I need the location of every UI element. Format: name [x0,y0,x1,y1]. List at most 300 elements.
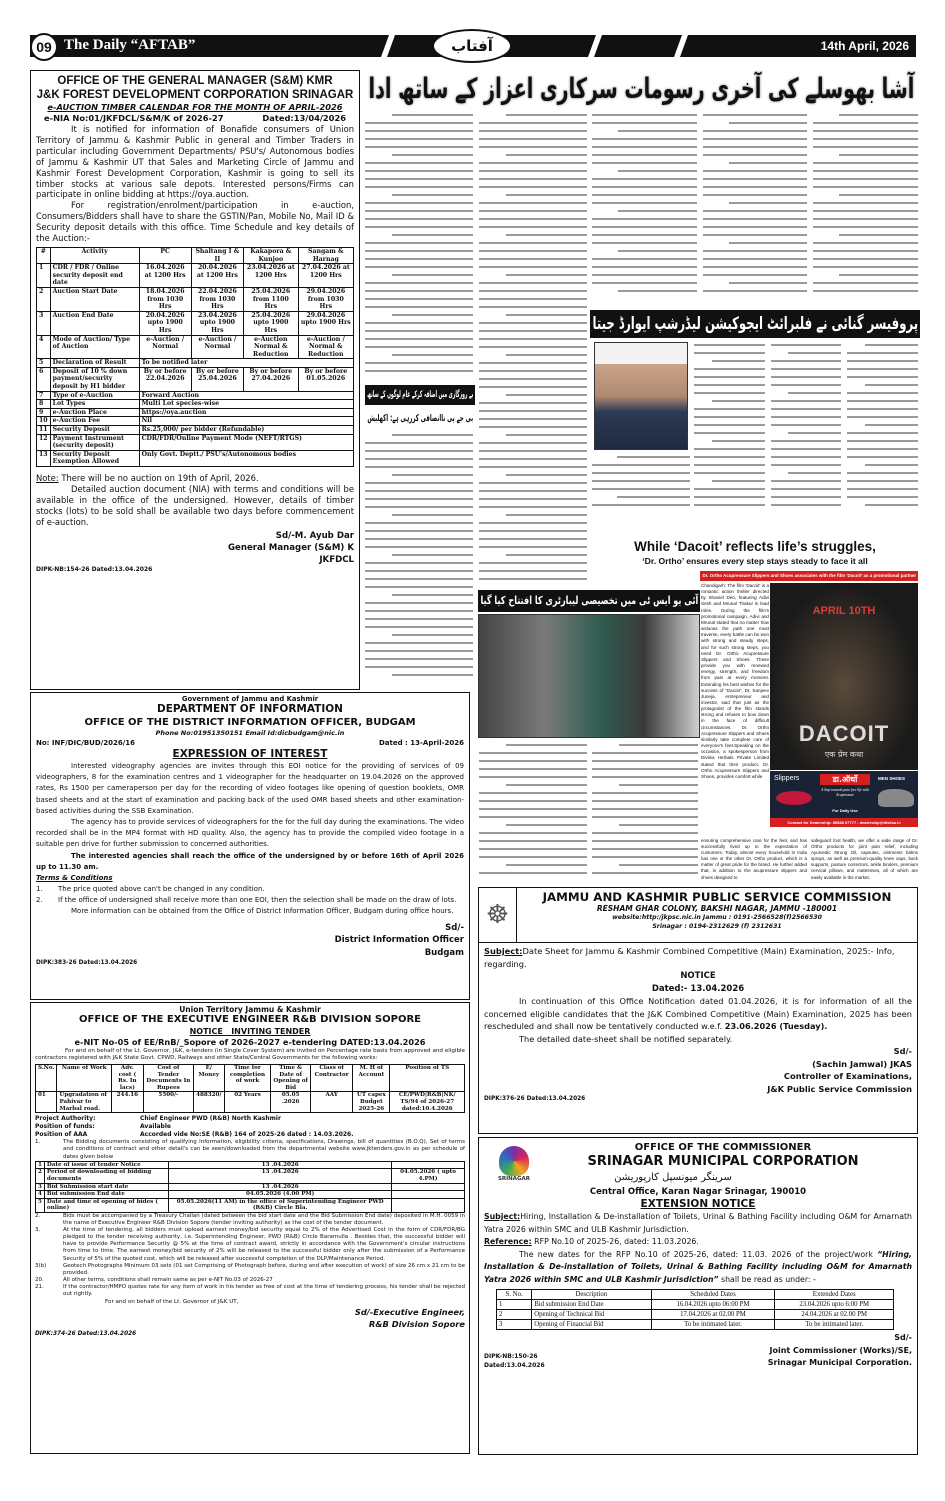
table-cell: 20.04.2026 upto 1900 Hrs [139,311,191,335]
text-line [729,122,808,124]
text-line [771,400,842,402]
poster-tagline: एक प्रेम कथा [824,750,864,759]
notice-heading: NOTICE [680,971,716,981]
text-line [813,250,918,252]
table-header-row [37,247,354,263]
auction-schedule-table [36,247,354,467]
text-line [365,170,473,172]
terms-heading: Terms & Conditions [36,874,113,883]
table-cell: 05.05 .2026 [271,1092,311,1113]
text-line [479,186,587,188]
text-line [771,360,842,362]
text-line [813,242,918,244]
dacoit-ad-body: ensuring comprehensive care for the feet, and has successfully lived up to the expectation of customers. Today, almost every household in India has one or the other Dr. Ortho product, which is a matter of great pride for the brand. He further added that, in addition to the acupressure slippers and shoes designed to [701,838,807,880]
signature: Sd/- [893,1046,912,1056]
text-line [479,266,587,268]
table-row [37,434,354,450]
text-line [839,114,918,116]
text-line [771,424,842,426]
text-line [365,362,473,364]
table-cell [392,1191,465,1199]
notice-paragraph: For registration/enrolment/participation in e-auction, Consumers/Bidders shall have to share the GSTIN/Pan, Mobile No, Mail ID & Security deposit details with this office. Time Schedule and key details of the Auction:- [36,200,354,244]
text-line [365,530,473,532]
text-line [479,832,587,834]
column-header: Position of TS [390,1065,465,1092]
clause-item [35,1284,465,1298]
text-line [365,602,473,604]
text-line [729,202,808,204]
text-line [592,768,698,770]
text-line [479,370,587,372]
text-line [703,266,808,268]
text-line [847,448,918,450]
text-line [479,570,587,572]
notice-title: OFFICE OF THE DISTRICT INFORMATION OFFICER, BUDGAM [84,717,416,728]
text-line [365,666,473,668]
text-line [771,344,842,346]
text-line [703,274,808,276]
urdu-text-block [592,114,918,304]
daily-use-label: For Daily Use [832,808,858,813]
text-line [392,234,473,236]
text-line [479,840,587,842]
text-line [813,138,918,140]
behalf-line: For and on behalf of the Lt. Governor of J&K UT, [105,1299,239,1306]
text-line [479,146,587,148]
text-line [479,872,587,874]
table-cell: 13 .04.2026 [169,1169,392,1183]
table-row [37,287,354,311]
signatory-title: Sd/-Executive Engineer, [354,1307,465,1318]
table-cell: 488320/ [193,1092,224,1113]
text-line [703,178,808,180]
text-line [506,234,587,236]
dacoit-ad-headline: While ‘Dacoit’ reflects life’s struggles, [634,539,876,554]
text-line [365,490,473,492]
table-cell: 2 [497,1310,532,1320]
text-line [479,322,587,324]
text-line [365,578,473,580]
text-line [365,522,473,524]
signatory-name: Sd/-M. Ayub Dar [275,531,354,541]
notice-paragraph: It is notified for information of Bonafide consumers of Union Territory of Jammu & Kashmir Public in general and Timber Traders in particular including Government Departments/ PSU's/ Autonomous bodies of Jammu & Kashmir UT that Sales and Marketing Circle of Jammu and Kashmir Forest Development Corporation, Kashmir is going to sell its timber stocks at various sale depots. Interested persons/Firms can participate in online bidding at https://oya.auction. [36,124,354,200]
column-header: Name of Work [57,1065,111,1092]
text-line [865,424,918,426]
clause-item [35,1277,465,1284]
table-cell: 25.04.2026 upto 1900 Hrs [243,311,298,335]
text-line [592,162,697,164]
notice-paragraph: The detailed date-sheet shall be notified separately. [519,1033,733,1044]
table-row [36,1161,465,1169]
text-line [392,154,473,156]
table-cell: 13 .04.2026 [169,1183,392,1191]
table-cell: 7 [37,391,51,400]
text-line [479,346,587,348]
text-line [592,760,698,762]
text-line [365,586,473,588]
text-line [703,170,808,172]
government-label: Union Territory Jammu & Kashmir [179,1005,321,1014]
urdu-text-block [479,114,587,588]
text-line [392,594,473,596]
text-line [479,442,587,444]
poster-title: DACOIT [798,721,890,746]
text-line [617,496,691,498]
table-cell: Bid submission End date [44,1191,168,1199]
text-line [847,400,918,402]
text-line [365,266,473,268]
slipper-image [776,791,812,805]
text-line [479,752,587,754]
text-line [771,456,842,458]
table-cell: Payment Instrument (security deposit) [50,434,139,450]
iust-inauguration-photo [478,614,700,738]
text-line [479,178,587,180]
text-line [592,234,697,236]
signature: Sd/- [894,1333,912,1342]
text-line [839,154,918,156]
text-line [506,314,587,316]
notice-paragraph: The agency has to provide services of videographers for the for the full day during the examinations. The video recorded shall be in the MP4 format with HD quality. Also, the agency has to provide the compiled video footage in a suitable pen drive for further submission to concerned authorities. [36,818,464,849]
urdu-text-block [365,114,473,382]
text-line [365,450,473,452]
text-line [506,784,587,786]
table-row [37,426,354,435]
text-line [479,768,587,770]
text-line [847,352,918,354]
dipk-number: DIPK-NB:150-26 [484,1352,538,1360]
text-line [813,162,918,164]
paper-name: The Daily “AFTAB” [64,37,196,53]
urdu-text-column [365,434,473,686]
terms-item [36,895,464,906]
table-cell: 4 [36,1191,45,1199]
text-line [365,242,473,244]
text-line [479,298,587,300]
table-cell: 22.04.2026 from 1030 Hrs [191,287,243,311]
text-line [847,360,918,362]
text-line [479,282,587,284]
text-line [694,384,765,386]
text-line [506,744,587,746]
government-label: Government of Jammu and Kashmir [181,695,319,703]
table-row [36,1191,465,1199]
project-info [35,1115,465,1139]
dacoit-ad-body: Chandigarh: The film ‘Dacoit’ is a romantic action thriller directed by Shaniel Deo, featuring Adivi Sesh and Mrunal Thakur in lead roles. During the film's promotional campaign, Adivi and Mrunal stated that no matter how arduous the path one must traverse, every battle can be won with strong and steady steps, and for such strong steps, you need Dr. Ortho Acupressure Slippers and Shoes. These provide you with renewed energy, strength, and freedom from pain at every moment. Extending his best wishes for the success of “Dacoit”, Dr. Sanjeev Juneja, entrepreneur and investor, said that just as the protagonist of the film stands strong and refuses to bow down in the face of difficult circumstances, Dr. Ortho Acupressure Slippers and Shoes similarly take complete care of everyone's feet.Speaking on the occasion, a spokesperson from Diviisa Herbals Private Limited stated that their product, Dr. Ortho Acupressure Slippers and Shoes, provides comfort while [701,583,769,779]
text-line [694,448,765,450]
dacoit-poster [770,583,918,770]
text-line [479,792,587,794]
works-table [35,1064,465,1113]
text-line [479,578,587,580]
terms-list [36,884,464,906]
table-cell: Auction End Date [50,311,139,335]
prof-headline-box [590,310,920,338]
text-line [479,410,587,412]
table-cell: e-Auction / Normal & Reduction [298,335,353,359]
nit-heading: NOTICE INVITING TENDER [189,1026,311,1036]
text-line [839,234,918,236]
table-row [37,450,354,466]
notice-paragraph: The interested agencies shall reach the office of the undersigned by or before 16th of April 2026 up to 11.30 am. [36,851,464,871]
table-cell: 17.04.2026 at 02.00 PM [651,1310,775,1320]
column-header: E/ Money [193,1065,224,1092]
subject-label: Subject: [484,1212,521,1221]
table-cell: 01 [36,1092,57,1113]
urdu-text-column [365,114,473,382]
text-line [392,514,473,516]
table-cell: Lot Types [50,400,139,409]
text-line [479,386,587,388]
text-line [813,290,918,292]
text-line [365,498,473,500]
notice-title-urdu: سرینگر میونسپل کارپوریشن [614,1172,732,1183]
text-line [479,122,587,124]
text-line [365,442,473,444]
text-line [813,226,918,228]
text-line [703,290,808,292]
table-cell: By or before 27.04.2026 [243,367,298,391]
text-line [479,808,587,810]
table-cell: 10 [37,417,51,426]
table-row [36,1092,465,1113]
table-cell: By or before 22.04.2026 [139,367,191,391]
enit-number: e-NIT No-05 of EE/RnB/_Sopore of 2026-2027 e-tendering DATED:13.04.2026 [74,1036,426,1047]
notice-paragraph: Interested videography agencies are invites through this EOI notice for the providing of services of 09 videographers, 8 for the examination centres and 1 videographer for the headquarter on 19.04.2026 on the approved rates, Rs 1500 per cameraperson per day for the recording of video footages like opening of question booklets, OMR based sheets and at the start of examination and packing back of the used OMR based sheets and other examination-based activities during the SSB Examination. [36,762,464,815]
dipk-date: Dated:13.04.2026 [484,1361,545,1369]
text-line [839,274,918,276]
dipk-number: DIPK:383-26 Dated:13.04.2026 [36,960,138,967]
text-line [592,194,697,196]
text-line [618,290,697,292]
exam-date: 23.06.2026 (Tuesday). [724,1021,828,1031]
table-cell [392,1183,465,1191]
text-line [703,146,808,148]
dacoit-ad-heading [592,538,918,570]
table-cell: 244.16 [111,1092,143,1113]
text-line [847,416,918,418]
text-line [771,440,842,442]
text-line [392,274,473,276]
dipk-number: DIPK:374-26 Dated:13.04.2026 [35,1331,137,1338]
text-line [694,488,765,490]
text-line [479,226,587,228]
text-line [847,456,918,458]
text-line [392,554,473,556]
text-line [694,424,765,426]
table-row [37,335,354,359]
text-line [479,258,587,260]
table-cell: Mode of Auction/ Type of Auction [50,335,139,359]
urdu-text-column [771,344,842,516]
column-header: S. No. [497,1290,532,1300]
text-line [479,418,587,420]
text-line [592,242,697,244]
text-line [847,432,918,434]
text-line [365,570,473,572]
notice-paragraph: More information can be obtained from the Office of District Information Officer, Budgam during office hours. [71,907,454,916]
main-headline: آشا بھوسلے کی آخری رسومات سرکاری اعزاز کے ساتھ ادا [368,72,914,105]
address: Central Office, Karan Nagar Srinagar, 190010 [589,1187,807,1197]
table-row [37,367,354,391]
text-line [506,514,587,516]
clause-number: 1. [35,1139,41,1146]
text-line [703,218,808,220]
clause-text: All other terms, conditions shall remain same as per e-NIT No.03 of 2026-27 [63,1276,273,1283]
text-line [479,378,587,380]
table-cell: https://oya.auction [139,408,353,417]
text-line [788,392,841,394]
table-cell: 9 [37,408,51,417]
signatory-title: Joint Commissioner (Works)/SE, [769,1345,912,1355]
notice-title: OFFICE OF THE COMMISSIONER [634,1142,812,1153]
text-line [592,138,697,140]
sub-headline-unemployment: بے روزگاری میں اضافہ کرکے عام لوگوں کے ساتھ [366,390,474,400]
clause-item [35,1227,465,1262]
table-row [36,1183,465,1191]
text-line [365,186,473,188]
text-line [365,610,473,612]
signatory-org: Budgam [424,947,464,958]
text-line [771,448,842,450]
text-line [771,488,842,490]
text-line [703,130,808,132]
text-line [392,354,473,356]
text-line [365,626,473,628]
text-line [479,218,587,220]
text-line [703,138,808,140]
text-line [694,472,765,474]
text-line [712,440,765,442]
text-line [479,760,587,762]
notice-title: J&K FOREST DEVELOPMENT CORPORATION SRINAGAR [36,89,354,101]
notice-paragraph: The new dates for the RFP No.10 of 2025-26, dated: 11.03. 2026 of the project/work [519,1249,873,1259]
issue-date: 14th April, 2026 [820,39,909,53]
text-line [479,458,587,460]
table-cell: 1 [36,1161,45,1169]
table-header-row [497,1290,894,1300]
text-line [479,450,587,452]
text-line [479,482,587,484]
table-cell: UT capex Budget 2025-26 [353,1092,390,1113]
table-cell: 16.04.2026 at 1200 Hrs [139,264,191,288]
table-cell: Type of e-Auction [50,391,139,400]
table-cell: 6 [37,367,51,391]
text-line [479,506,587,508]
table-cell: 4 [37,335,51,359]
table-cell: Only Govt. Deptt./ PSU's/Autonomous bodies [139,450,353,466]
text-line [813,122,918,124]
paper-logo: آفتاب [432,29,512,63]
text-line [506,434,587,436]
text-line [703,250,808,252]
text-line [392,314,473,316]
reference-number: No: INF/DIC/BUD/2026/16 [36,739,135,747]
text-line [771,480,842,482]
text-line [592,856,698,858]
text-line [365,658,473,660]
text-line [592,226,697,228]
text-line [365,562,473,564]
table-cell: 25.04.2026 from 1100 Hrs [243,287,298,311]
table-cell: 23.04.2026 at 1200 Hrs [243,264,298,288]
reference-text: RFP No.10 of 2025-26, dated: 11.03.2026. [531,1237,699,1246]
clause-number: 21. [35,1283,44,1290]
dealership-contact: Contact for Dealership: 85588 07777 - dealership@diviisa.in [787,820,901,825]
text-line [813,282,918,284]
text-line [479,800,587,802]
text-line [479,530,587,532]
column-header: Activity [50,247,139,263]
text-line [479,330,587,332]
info-value: Accorded vide No:SE (R&B) 164 of 2025-26 dated : 14.03.2026. [140,1131,354,1139]
text-line [619,864,699,866]
table-cell: 3 [37,311,51,335]
clause-number: 20. [35,1276,44,1283]
text-line [694,352,765,354]
table-row [37,264,354,288]
table-cell: 02 Years [224,1092,271,1113]
text-line [479,202,587,204]
text-line [365,210,473,212]
text-line [365,506,473,508]
column-header: Description [532,1290,651,1300]
text-line [712,480,765,482]
table-row [37,400,354,409]
eoi-heading: EXPRESSION OF INTEREST [172,748,328,760]
signatory-org: J&K Public Service Commission [767,1083,912,1094]
text-line [847,472,918,474]
info-value: Available [140,1123,171,1131]
table-cell: 5 [37,359,51,368]
column-header: S.No. [36,1065,57,1092]
text-line [479,250,587,252]
text-line [365,218,473,220]
table-cell: 5500/- [143,1092,193,1113]
table-cell: To be intimated later. [651,1320,775,1330]
text-line [813,186,918,188]
poster-release-date: APRIL 10TH [812,605,876,617]
text-line [592,274,697,276]
note-label: Note: [36,473,59,483]
text-line [847,376,918,378]
column-header: Scheduled Dates [651,1290,775,1300]
table-cell: 11 [37,426,51,435]
text-line [479,776,587,778]
table-cell: 2 [36,1169,45,1183]
text-line [703,186,808,188]
text-line [365,370,473,372]
contact-info: Srinagar : 0194-2312629 (f) 2312631 [652,922,782,930]
urdu-text-block [479,744,587,884]
table-cell: 27.04.2026 at 1200 Hrs [298,264,353,288]
info-label: Position of AAA [35,1131,88,1139]
text-line [729,282,808,284]
text-line [592,752,698,754]
table-row [497,1300,894,1310]
signatory-org: JKFDCL [319,555,354,565]
text-line [592,154,697,156]
table-row [36,1169,465,1183]
dipk-number: DIPK-NB:154-26 Dated:13.04.2026 [36,566,153,573]
text-line [847,480,918,482]
table-cell: Date and time of opening of bides ( online) [44,1198,168,1212]
info-row [35,1123,465,1131]
text-line [479,848,587,850]
text-line [618,170,697,172]
clause-number: 3(b) [35,1262,47,1269]
text-line [365,650,473,652]
